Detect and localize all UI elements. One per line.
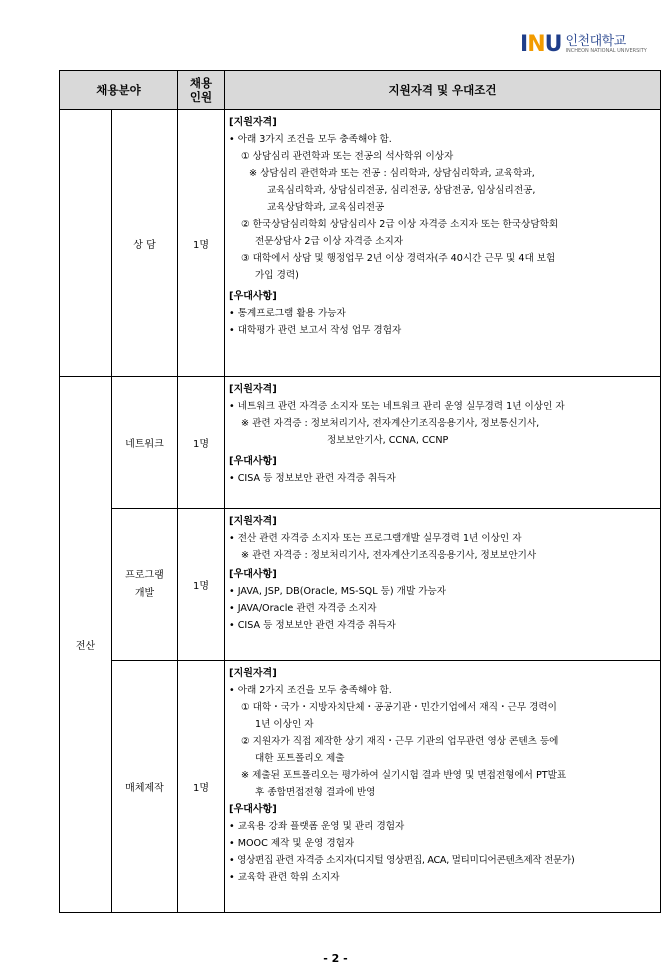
logo-mark: INU [520, 31, 562, 57]
list-item: ※ 상담심리 관련학과 또는 전공 : 심리학과, 상담심리학과, 교육학과, [249, 168, 535, 179]
field-program-line1: 프로그램 [125, 569, 164, 581]
list-item: 가입 경력) [255, 270, 299, 281]
list-item: ② 한국상담심리학회 상담심리사 2급 이상 자격증 소지자 또는 한국상담학회 [241, 219, 559, 230]
list-item: • 아래 3가지 조건을 모두 충족해야 함. [229, 134, 392, 145]
field-program [112, 509, 178, 661]
page-number: - 2 - [323, 952, 348, 965]
list-item: ② 지원자가 직접 제작한 상기 재직・근무 기관의 업무관련 영상 콘텐츠 등에 [241, 736, 559, 747]
pref-title: [우대사항] [229, 291, 277, 302]
count-media: 1명 [178, 661, 225, 913]
list-item: • 영상편집 관련 자격증 소지자(디지털 영상편집, ACA, 멀티미디어콘텐츠제작 전문가) [229, 855, 575, 866]
list-item: 대한 포트폴리오 제출 [255, 753, 345, 764]
pref-title: [우대사항] [229, 456, 277, 467]
count-counsel: 1명 [178, 110, 225, 377]
list-item: ※ 제출된 포트폴리오는 평가하여 실기시험 결과 반영 및 면접전형에서 PT발표 [241, 770, 567, 781]
list-item: • MOOC 제작 및 운영 경험자 [229, 838, 355, 849]
recruitment-table [59, 70, 661, 913]
table-row-media [60, 661, 661, 913]
header-conditions: 지원자격 및 우대조건 [225, 71, 661, 110]
list-item: • 아래 2가지 조건을 모두 충족해야 함. [229, 685, 392, 696]
list-item: ③ 대학에서 상담 및 행정업무 2년 이상 경력자(주 40시간 근무 및 4대 보험 [241, 253, 556, 264]
conditions-media [225, 661, 661, 913]
header-count: 채용 인원 [178, 71, 225, 110]
university-logo [520, 30, 647, 58]
field-program-line2: 개발 [134, 587, 155, 599]
list-item: ※ 관련 자격증 : 정보처리기사, 전자계산기조직응용기사, 정보보안기사 [241, 550, 537, 561]
list-item: • 교육학 관련 학위 소지자 [229, 872, 340, 883]
list-item: 1년 이상인 자 [255, 719, 314, 730]
qual-title: [지원자격] [229, 117, 277, 128]
pref-title: [우대사항] [229, 804, 277, 815]
conditions-counsel [225, 110, 661, 377]
field-counsel: 상 담 [112, 110, 178, 377]
list-item: ※ 관련 자격증 : 정보처리기사, 전자계산기조직응용기사, 정보통신기사, [241, 418, 540, 429]
field-media: 매체제작 [112, 661, 178, 913]
list-item: • 대학평가 관련 보고서 작성 업무 경험자 [229, 325, 402, 336]
list-item: • 통계프로그램 활용 가능자 [229, 308, 346, 319]
list-item: • 전산 관련 자격증 소지자 또는 프로그램개발 실무경력 1년 이상인 자 [229, 533, 522, 544]
list-item: 교육상담학과, 교육심리전공 [267, 202, 385, 213]
list-item: 전문상담사 2급 이상 자격증 소지자 [255, 236, 404, 247]
list-item: • CISA 등 정보보안 관련 자격증 취득자 [229, 473, 396, 484]
list-item: • JAVA/Oracle 관련 자격증 소지자 [229, 603, 377, 614]
qual-title: [지원자격] [229, 384, 277, 395]
list-item: 정보보안기사, CCNA, CCNP [327, 435, 449, 446]
list-item: 교육심리학과, 상담심리전공, 심리전공, 상담전공, 임상심리전공, [267, 185, 536, 196]
conditions-network [225, 377, 661, 509]
qual-title: [지원자격] [229, 516, 277, 527]
table-row-program [60, 509, 661, 661]
field-network: 네트워크 [112, 377, 178, 509]
logo-name-en: INCHEON NATIONAL UNIVERSITY [565, 47, 647, 54]
list-item: • 교육용 강좌 플랫폼 운영 및 관리 경험자 [229, 821, 405, 832]
count-program: 1명 [178, 509, 225, 661]
list-item: ① 대학・국가・지방자치단체・공공기관・민간기업에서 재직・근무 경력이 [241, 702, 557, 713]
field-it: 전산 [60, 377, 112, 913]
table-row-counsel [60, 110, 661, 377]
list-item: • 네트워크 관련 자격증 소지자 또는 네트워크 관리 운영 실무경력 1년 이상인 자 [229, 401, 565, 412]
qual-title: [지원자격] [229, 668, 277, 679]
empty-cell [60, 110, 112, 377]
pref-title: [우대사항] [229, 569, 277, 580]
logo-name-kr: 인천대학교 [565, 33, 626, 49]
conditions-program [225, 509, 661, 661]
list-item: 후 종합면접전형 결과에 반영 [255, 787, 376, 798]
count-network: 1명 [178, 377, 225, 509]
table-header-row [60, 71, 661, 110]
list-item: ① 상담심리 관련학과 또는 전공의 석사학위 이상자 [241, 151, 454, 162]
list-item: • CISA 등 정보보안 관련 자격증 취득자 [229, 620, 396, 631]
table-row-network [60, 377, 661, 509]
header-field: 채용분야 [60, 71, 178, 110]
list-item: • JAVA, JSP, DB(Oracle, MS-SQL 등) 개발 가능자 [229, 586, 447, 597]
